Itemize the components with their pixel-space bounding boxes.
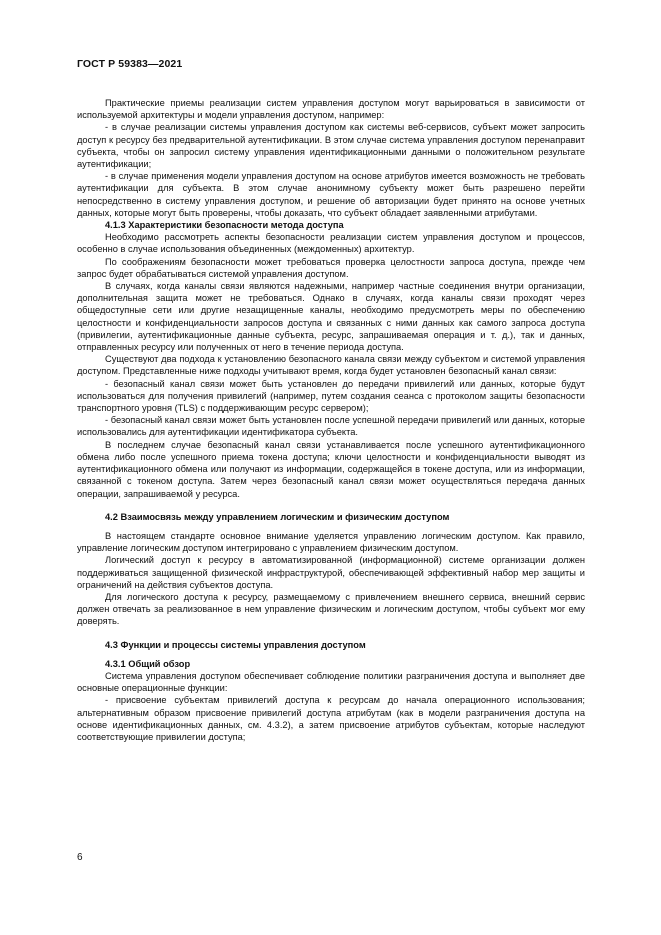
paragraph: Логический доступ к ресурсу в автоматизированной (информационной) системе организации должен поддерживаться защищенной физической инфраструктурой, обеспечивающей эффективный набор мер защиты и ограничений на действия субъектов доступа. bbox=[77, 555, 585, 590]
list-item: - в случае применения модели управления доступом на основе атрибутов имеется возможность не требовать аутентификации для субъекта. В этом случае анонимному субъекту может быть разрешено перейти непосредственно в систему управления доступом, и решение об авторизации будет принято на основе учетных данных, которые могут быть проверены, чтобы доказать, что субъект обладает заявленными атрибутами. bbox=[77, 171, 585, 218]
paragraph: В последнем случае безопасный канал связи устанавливается после успешного аутентификационного обмена либо после успешного приема токена доступа; ключи целостности и конфиденциальности выводят из аутентификационного обмена или получают из информации, содержащейся в токене доступа, или из информации, связанной с токеном доступа. Затем через безопасный канал связи может осуществляться передача данных операции, запрашиваемой у ресурса. bbox=[77, 439, 585, 499]
section-heading: 4.1.3 Характеристики безопасности метода доступа bbox=[105, 220, 344, 231]
paragraph: Для логического доступа к ресурсу, размещаемому с привлечением внешнего сервиса, внешний сервис должен отвечать за реализованное в нем управление физическим и логическим доступом, чтобы субъект мог ему доверять. bbox=[77, 591, 585, 627]
list-item: - безопасный канал связи может быть установлен до передачи привилегий или данных, которые будут использоваться для получения привилегий (например, путем создания сеанса с протоколом защиты безопасности транспортного уровня (TLS) с поддерживающим ресурс сервером); bbox=[77, 378, 585, 414]
list-item: - присвоение субъектам привилегий доступа к ресурсам до начала операционного использования; альтернативным образом присвоение привилегий доступа атрибутам (как в модели разграничения доступа на основе идентификационных данных, см. 4.3.2), а затем присвоение атрибутов субъектам, которые наследуют соответствующие привилегии доступа; bbox=[77, 695, 585, 742]
subsection-heading: 4.3.1 Общий обзор bbox=[105, 658, 191, 669]
paragraph: По соображениям безопасности может требоваться проверка целостности запроса доступа, прежде чем запрос будет обрабатываться системой управления доступом. bbox=[77, 256, 585, 279]
paragraph: Практические приемы реализации систем управления доступом могут варьироваться в зависимости от используемой архитектуры и модели управления доступом, например: bbox=[77, 98, 585, 121]
list-item: - безопасный канал связи может быть установлен после успешной передачи привилегий или данных, которые использовались для аутентификации идентификатора субъекта. bbox=[77, 415, 585, 438]
document-body bbox=[77, 97, 585, 743]
page-number: 6 bbox=[77, 852, 83, 863]
paragraph: В настоящем стандарте основное внимание уделяется управлению логическим доступом. Как правило, управление логическим доступом интегрировано с управлением физическим доступом. bbox=[77, 530, 585, 554]
paragraph: Необходимо рассмотреть аспекты безопасности реализации систем управления доступом и процессов, особенно в случае использования объединенных (междоменных) архитектур. bbox=[77, 232, 585, 255]
section-heading: 4.3 Функции и процессы системы управления доступом bbox=[105, 639, 366, 650]
paragraph: Система управления доступом обеспечивает соблюдение политики разграничения доступа и выполняет две основные операционные функции: bbox=[77, 670, 585, 694]
section-heading: 4.2 Взаимосвязь между управлением логическим и физическим доступом bbox=[105, 511, 450, 522]
paragraph: Существуют два подхода к установлению безопасного канала связи между субъектом и системой управления доступом. Представленные ниже подходы учитывают время, когда будет установлен безопасный канал связи: bbox=[77, 354, 585, 377]
list-item: - в случае реализации системы управления доступом как системы веб-сервисов, субъект может запросить доступ к ресурсу без предварительной аутентификации. В этом случае система управления доступом перенаправит субъекта, чтобы он запросил систему управления идентификационными данными о положительном результате аутентификации; bbox=[77, 122, 585, 170]
paragraph: В случаях, когда каналы связи являются надежными, например частные соединения внутри организации, дополнительная защита может не требоваться. Однако в случаях, когда каналы связи проходят через общедоступные сети или другие незащищенные каналы, необходимо предусмотреть меры по обеспечению целостности и конфиденциальности запросов доступа и связанных с ними данных как самого запроса доступа (привилегии, аутентификационные данные субъекта, ресурс, запрашиваемая операция и т. д.), так и данных, отправленных ресурсу или полученных от него в течение периода доступа. bbox=[77, 281, 585, 353]
document-header: ГОСТ Р 59383—2021 bbox=[77, 58, 183, 70]
